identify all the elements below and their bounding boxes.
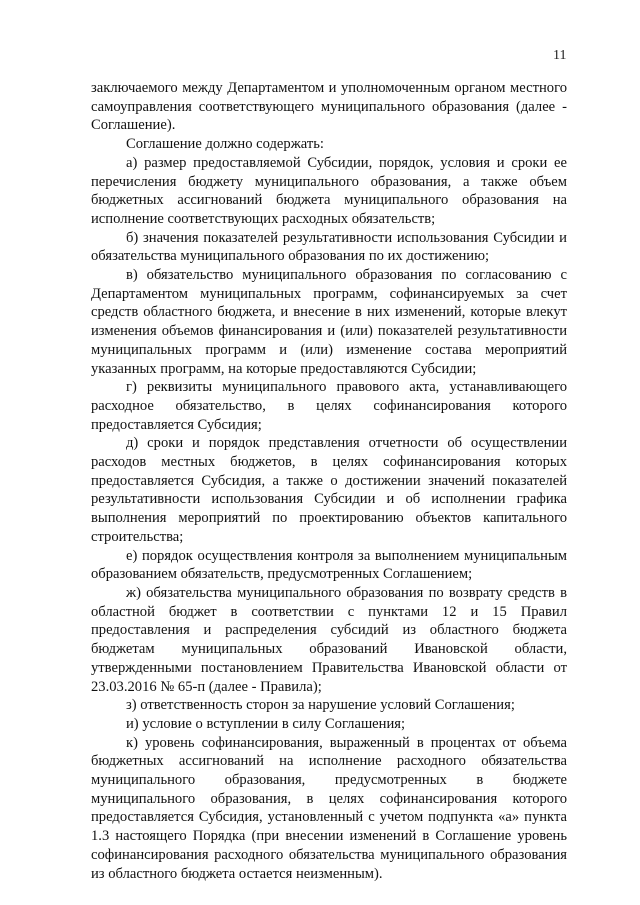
list-item-b: б) значения показателей результативности использования Субсидии и обязательства муниципального образования по их достижению; bbox=[91, 229, 567, 265]
list-item-d: д) сроки и порядок представления отчетности об осуществлении расходов местных бюджетов, в целях софинансирования которых предоставляется Субсидия, а также о достижении значений показателей результативности использования Субсидии и об исполнении графика выполнения мероприятий по проектированию объектов капитального строительства; bbox=[91, 435, 567, 545]
list-item-g: г) реквизиты муниципального правового акта, устанавливающего расходное обязательство, в целях софинансирования которого предоставляется Субсидия; bbox=[91, 379, 567, 433]
document-body bbox=[91, 79, 567, 883]
paragraph-intro: заключаемого между Департаментом и уполномоченным органом местного самоуправления соответствующего муниципального образования (далее - Соглашение). bbox=[91, 80, 567, 134]
list-item-z: з) ответственность сторон за нарушение условий Соглашения; bbox=[126, 697, 515, 714]
page-number: 11 bbox=[553, 48, 567, 63]
list-item-k: к) уровень софинансирования, выраженный в процентах от объема бюджетных ассигнований на исполнение расходного обязательства муниципального образования, предусмотренных в бюджете муниципального образования, в целях софинансирования которого предоставляется Субсидия, установленный с учетом подпункта «а» пункта 1.3 настоящего Порядка (при внесении изменений в Соглашение уровень софинансирования расходного обязательства муниципального образования из областного бюджета остается неизменным). bbox=[91, 734, 567, 882]
list-item-i: и) условие о вступлении в силу Соглашения; bbox=[126, 715, 406, 732]
list-item-a: а) размер предоставляемой Субсидии, порядок, условия и сроки ее перечисления бюджету муниципального образования, а также объем бюджетных ассигнований бюджета муниципального образования на исполнение соответствующих расходных обязательств; bbox=[91, 154, 567, 227]
list-item-e: е) порядок осуществления контроля за выполнением муниципальным образованием обязательств, предусмотренных Соглашением; bbox=[91, 547, 567, 583]
list-item-v: в) обязательство муниципального образования по согласованию с Департаментом муниципальных программ, софинансируемых за счет средств областного бюджета, и внесение в них изменений, которые влекут изменения объемов финансирования и (или) показателей результативности муниципальных программ и (или) изменение состава мероприятий указанных программ, на которые предоставляются Субсидии; bbox=[91, 267, 567, 377]
paragraph-lead: Соглашение должно содержать: bbox=[126, 136, 324, 153]
list-item-zh: ж) обязательства муниципального образования по возврату средств в областной бюджет в соответствии с пунктами 12 и 15 Правил предоставления и распределения субсидий из областного бюджета бюджетам муниципальных образований Ивановской области, утвержденными постановлением Правительства Ивановской области от 23.03.2016 № 65-п (далее - Правила); bbox=[91, 584, 567, 695]
